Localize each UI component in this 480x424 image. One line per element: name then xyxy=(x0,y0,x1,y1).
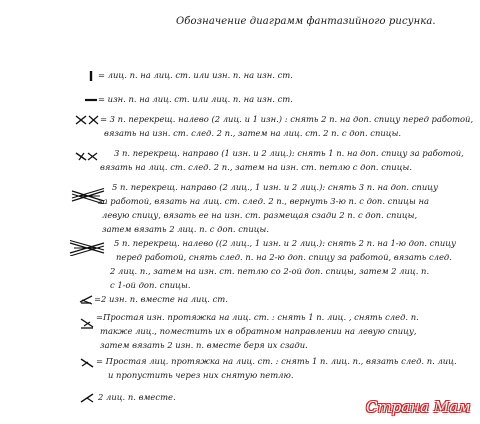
legend-entry-right-cross-5 xyxy=(0,180,480,238)
legend-line: =2 изн. п. вместе на лиц. ст. xyxy=(94,294,228,304)
purl-2-together-icon xyxy=(78,294,94,306)
legend-entry-knit xyxy=(0,68,480,84)
legend-line: 5 п. перекрещ. налево ((2 лиц., 1 изн. и 2 лиц.): снять 2 п. на 1-ю доп. спицу xyxy=(114,238,456,248)
legend-entry-purl-slip-left xyxy=(0,310,480,354)
legend-entry-left-cross-5 xyxy=(0,236,480,294)
legend-entry-right-cross-3 xyxy=(0,146,480,176)
legend-line: за работой, вязать на лиц. ст. след. 2 п., вернуть 3-ю п. с доп. спицы на xyxy=(98,196,429,207)
legend-entry-purl xyxy=(0,92,480,108)
legend-line: перед работой, снять след. п. на 2-ю доп. спицу за работой, вязать след. xyxy=(116,252,452,263)
vertical-stroke-icon xyxy=(86,70,96,82)
legend-line: 2 лиц. п. вместе. xyxy=(98,392,176,402)
left-cross-5-icon xyxy=(68,240,106,256)
legend-line: =Простая изн. протяжка на лиц. ст. : снять 1 п. лиц. , снять след. п. xyxy=(96,312,419,322)
left-cross-3-icon xyxy=(74,114,100,126)
horizontal-stroke-icon xyxy=(84,96,98,104)
legend-entry-purl-2-together xyxy=(0,292,480,308)
legend-entry-knit-slip-right xyxy=(0,354,480,384)
legend-line: 2 лиц. п., затем на изн. ст. петлю со 2-ой доп. спицы, затем 2 лиц. п. xyxy=(110,266,430,277)
site-watermark: Страна Мам xyxy=(366,398,471,416)
legend-line: также лиц., поместить их в обратном направлении на левую спицу, xyxy=(100,326,417,337)
legend-line: вязать на изн. ст. след. 2 п., затем на лиц. ст. 2 п. с доп. спицы. xyxy=(104,128,402,139)
legend-line: 5 п. перекрещ. направо (2 лиц., 1 изн. и 2 лиц.): снять 3 п. на доп. спицу xyxy=(112,182,438,192)
legend-line: = 3 п. перекрещ. налево (2 лиц. и 1 изн.) : снять 2 п. на доп. спицу перед работой, xyxy=(100,114,474,124)
legend-line: 3 п. перекрещ. направо (1 изн. и 2 лиц.): снять 1 п. на доп. спицу за работой, xyxy=(114,148,464,158)
legend-line: и пропустить через них снятую петлю. xyxy=(108,370,294,381)
purl-slip-left-icon xyxy=(78,316,96,330)
legend-line: вязать на лиц. ст. след. 2 п., затем на изн. ст. петлю с доп. спицы. xyxy=(100,162,413,173)
right-cross-3-icon xyxy=(74,150,100,162)
legend-line: = лиц. п. на лиц. ст. или изн. п. на изн. ст. xyxy=(98,70,293,80)
legend-line: с 1-ой доп. спицы. xyxy=(110,280,191,291)
knit-slip-right-icon xyxy=(78,356,96,370)
page-title: Обозначение диаграмм фантазийного рисунка. xyxy=(176,16,436,27)
legend-line: затем вязать 2 изн. п. вместе беря их сзади. xyxy=(100,340,308,351)
legend-line: = Простая лиц. протяжка на лиц. ст. : снять 1 п. лиц. п., вязать след. п. лиц. xyxy=(96,356,457,366)
legend-line: затем вязать 2 лиц. п. с доп. спицы. xyxy=(102,224,270,235)
legend-line: левую спицу, вязать ее на изн. ст. размещая сзади 2 п. с доп. спицы, xyxy=(102,210,418,221)
knit-2-together-icon xyxy=(78,391,96,405)
legend-entry-left-cross-3 xyxy=(0,112,480,142)
legend-line: = изн. п. на лиц. ст. или лиц. п. на изн. ст. xyxy=(98,94,293,104)
